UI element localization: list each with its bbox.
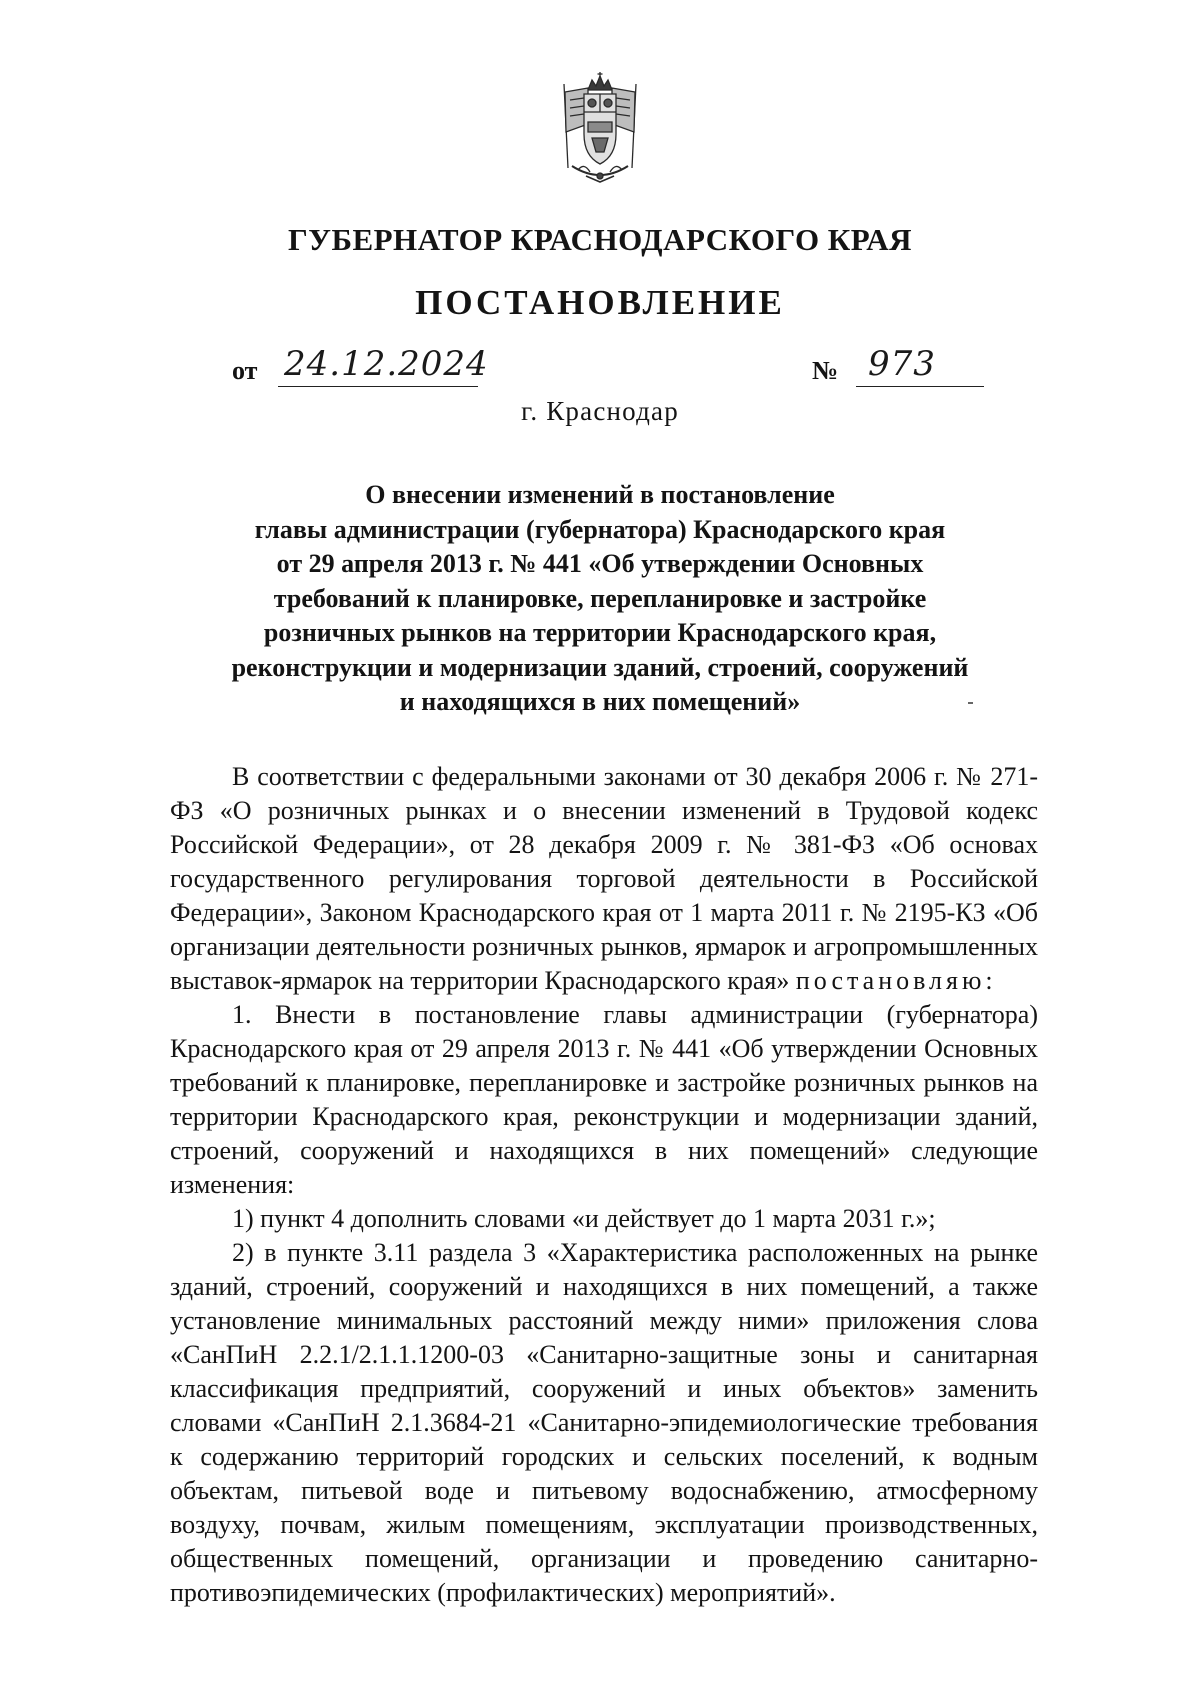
subject-line: и находящихся в них помещений» [399,687,801,716]
document-type: ПОСТАНОВЛЕНИЕ [415,283,785,322]
number-underline [856,386,984,387]
subitem-1-paragraph: 1) пункт 4 дополнить словами «и действует до 1 марта 2031 г.»; [232,1204,936,1233]
scan-speck [968,702,973,704]
preamble-text: В соответствии с федеральными законами от 30 декабря 2006 г. № 271-ФЗ «О розничных рынках и о внесении изменений в Трудовой кодекс Российской Федерации», от 28 декабря 2009 г. № 381-ФЗ «Об основах государственного регулирования торговой деятельности в Российской Федерации», Законом Краснодарского края от 1 марта 2011 г. № 2195-КЗ «Об организации деятельности розничных рынков, ярмарок и агропромышленных выставок-ярмарок на территории Краснодарского края» [170,762,1038,995]
subject-line: розничных рынков на территории Краснодарского края, [263,618,937,647]
document-body [170,760,1038,1610]
date-underline [278,386,478,387]
city: г. Краснодар [521,396,679,426]
date-number-row [232,344,992,400]
subject-line: реконструкции и модернизации зданий, строений, сооружений [231,652,969,682]
preamble-paragraph [170,760,1038,998]
subject-line: главы администрации (губернатора) Краснодарского края [254,514,946,544]
subject-line: требований к планировке, перепланировке и застройке [273,583,927,613]
subject-line: от 29 апреля 2013 г. № 441 «Об утверждении Основных [276,549,924,578]
subitem-2-paragraph: 2) в пункте 3.11 раздела 3 «Характеристика расположенных на рынке зданий, строений, сооружений и находящихся в них помещений, а также установление минимальных расстояний между ними» приложения слова «СанПиН 2.2.1/2.1.1.1200-03 «Санитарно-защитные зоны и санитарная классификация предприятий, сооружений и иных объектов» заменить словами «СанПиН 2.1.3684-21 «Санитарно-эпидемиологические требования к содержанию территорий городских и сельских поселений, к водным объектам, питьевой воде и питьевому водоснабжению, атмосферному воздуху, почвам, жилым помещениям, эксплуатации производственных, общественных помещений, организации и проведению санитарно-противоэпидемических (профилактических) мероприятий». [170,1238,1038,1607]
item-1-paragraph: 1. Внести в постановление главы администрации (губернатора) Краснодарского края от 29 апреля 2013 г. № 441 «Об утверждении Основных требований к планировке, перепланировке и застройке розничных рынков на территории Краснодарского края, реконструкции и модернизации зданий, строений, сооружений и находящихся в них помещений» следующие изменения: [170,1000,1038,1199]
number-label: № [812,356,839,385]
issuing-authority: ГУБЕРНАТОР КРАСНОДАРСКОГО КРАЯ [287,222,913,257]
decree-word: постановляю: [795,966,997,995]
date-label: от [232,356,258,385]
subject-title [170,478,1030,720]
handwritten-date: 24.12.2024 [284,344,489,384]
subject-line: О внесении изменений в постановление [365,480,835,509]
coat-of-arms-emblem [544,72,656,188]
handwritten-number: 973 [868,344,936,384]
